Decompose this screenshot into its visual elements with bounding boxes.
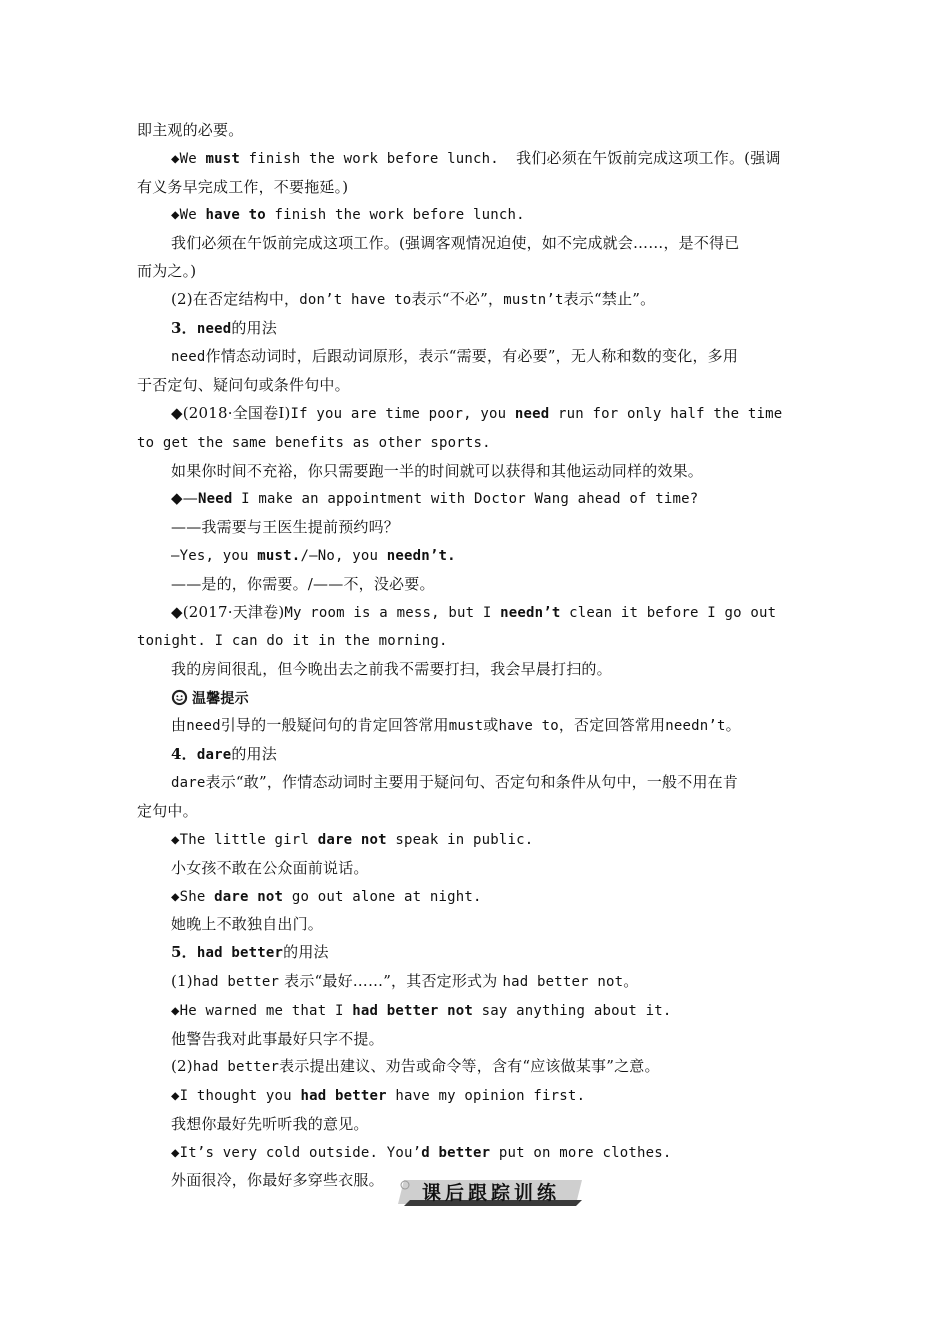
translation-line: 她晚上不敢独自出门。 [171,915,324,934]
translation-line: ——是的，你需要。/——不，没必要。 [171,574,435,593]
example-line: to get the same benefits as other sports. [137,434,491,451]
text-line: dare表示“敢”，作情态动词时主要用于疑问句、否定句和条件从句中，一般不用在肯 [171,773,739,792]
example-line: —Yes, you must./—No, you needn’t. [171,547,456,564]
translation-line: 我们必须在午饭前完成这项工作。(强调客观情况迫使，如不完成就会……，是不得已 [171,234,740,253]
example-line: ◆(2017·天津卷)My room is a mess, but I needn’t clean it before I go out [171,602,777,621]
example-line: ◆I thought you had better have my opinion first. [171,1088,586,1105]
example-line: ◆It’s very cold outside. You’d better put on more clothes. [171,1144,672,1161]
text-line: 由need引导的一般疑问句的肯定回答常用must或have to，否定回答常用needn’t。 [171,715,741,734]
text-line: 于否定句、疑问句或条件句中。 [137,376,350,395]
translation-line: 我的房间很乱，但今晚出去之前我不需要打扫，我会早晨打扫的。 [171,660,612,679]
translation-line: ——我需要与王医生提前预约吗？ [171,518,400,537]
example-line: ◆—Need I make an appointment with Doctor Wang ahead of time? [171,489,699,508]
example-line: ◆He warned me that I had better not say anything about it. [171,1002,672,1019]
example-line: ◆She dare not go out alone at night. [171,888,482,905]
tip-label: 温馨提示 [192,690,249,707]
example-line: ◆The little girl dare not speak in public. [171,831,534,848]
tip-heading [171,684,815,712]
example-line: tonight. I can do it in the morning. [137,633,448,650]
translation-line: 如果你时间不充裕，你只需要跑一半的时间就可以获得和其他运动同样的效果。 [171,461,704,480]
example-line: ◆We must finish the work before lunch. 我们必须在午饭前完成这项工作。(强调 [171,148,781,167]
example-line: ◆(2018·全国卷Ⅰ)If you are time poor, you need run for only half the time [171,403,783,422]
text-line: 而为之。) [137,261,197,280]
banner-title: 课后跟踪训练 [422,1182,561,1204]
translation-line: 小女孩不敢在公众面前说话。 [171,858,369,877]
text-line: (2)在否定结构中，don’t have to表示“不必”，mustn’t表示“禁止”。 [171,289,656,308]
text-line: (1)had better 表示“最好……”，其否定形式为 had better not。 [171,971,639,990]
smiley-icon [171,689,188,706]
section-banner [396,1176,586,1208]
translation-line: 我想你最好先听听我的意见。 [171,1114,369,1133]
section-heading: 5．had better的用法 [171,943,329,962]
text-line: 定句中。 [137,802,198,821]
text-line: 即主观的必要。 [137,121,244,139]
text-line: need作情态动词时，后跟动词原形，表示“需要，有必要”，无人称和数的变化，多用 [171,347,739,366]
translation-line: 外面很冷，你最好多穿些衣服。 [171,1171,384,1190]
text-line: 有义务早完成工作，不要拖延。) [137,177,349,196]
translation-line: 他警告我对此事最好只字不提。 [171,1029,384,1048]
document-body [137,117,815,1195]
section-heading: 3．need的用法 [171,318,277,337]
example-line: ◆We have to finish the work before lunch. [171,207,525,224]
text-line: (2)had better表示提出建议、劝告或命令等，含有“应该做某事”之意。 [171,1057,660,1076]
section-heading: 4．dare的用法 [171,744,277,763]
